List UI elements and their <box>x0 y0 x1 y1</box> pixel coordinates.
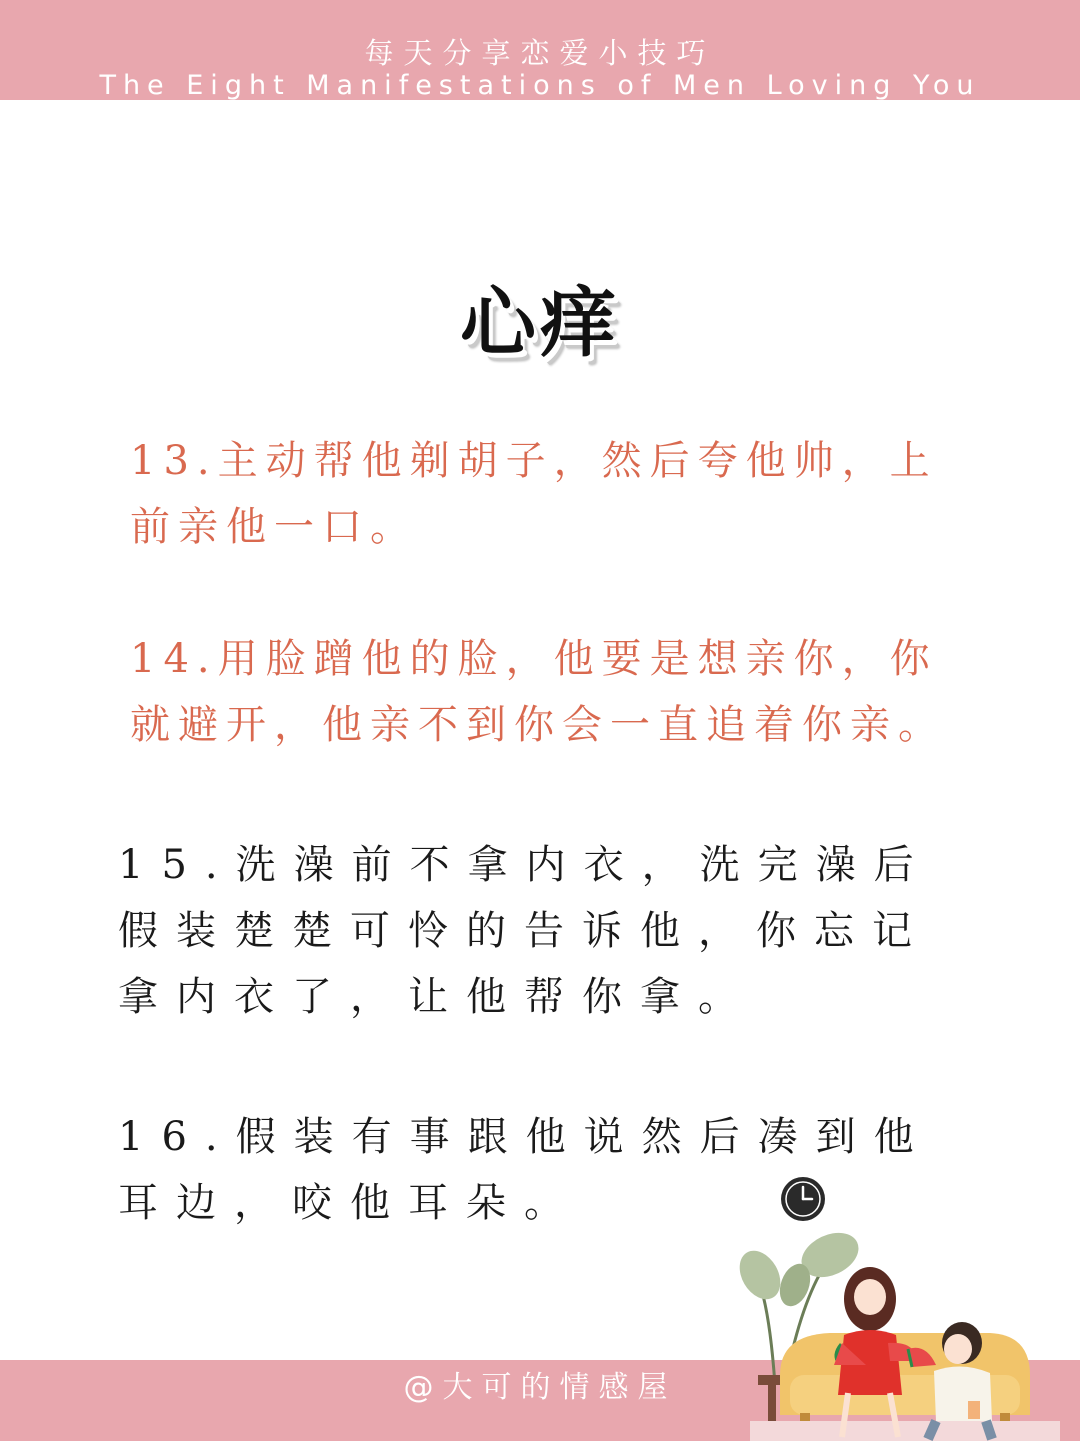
tip-text: 洗澡前不拿内衣，洗完澡后假装楚楚可怜的告诉他，你忘记拿内衣了，让他帮你拿。 <box>118 842 932 1020</box>
tip-number: 15. <box>118 842 236 888</box>
page-heading: 心痒 <box>460 278 620 367</box>
banner-subtitle: The Eight Manifestations of Men Loving You <box>99 70 981 101</box>
tip-number: 16. <box>118 1114 236 1160</box>
tip-number: 13. <box>130 438 218 484</box>
tip-text: 主动帮他剃胡子，然后夸他帅，上前亲他一口。 <box>130 438 938 550</box>
tip-13 <box>130 428 960 560</box>
tip-14 <box>130 626 960 758</box>
author-tag: @大可的情感屋 <box>403 1370 677 1405</box>
couple-watermelon-illustration <box>730 1225 1060 1441</box>
banner-title: 每天分享恋爱小技巧 <box>364 36 716 70</box>
clock-icon <box>780 1176 826 1222</box>
tip-number: 14. <box>130 636 218 682</box>
tip-text: 假装有事跟他说然后凑到他耳边，咬他耳朵。 <box>118 1114 932 1226</box>
tip-15 <box>118 832 948 1030</box>
tip-text: 用脸蹭他的脸，他要是想亲你，你就避开，他亲不到你会一直追着你亲。 <box>130 636 946 748</box>
